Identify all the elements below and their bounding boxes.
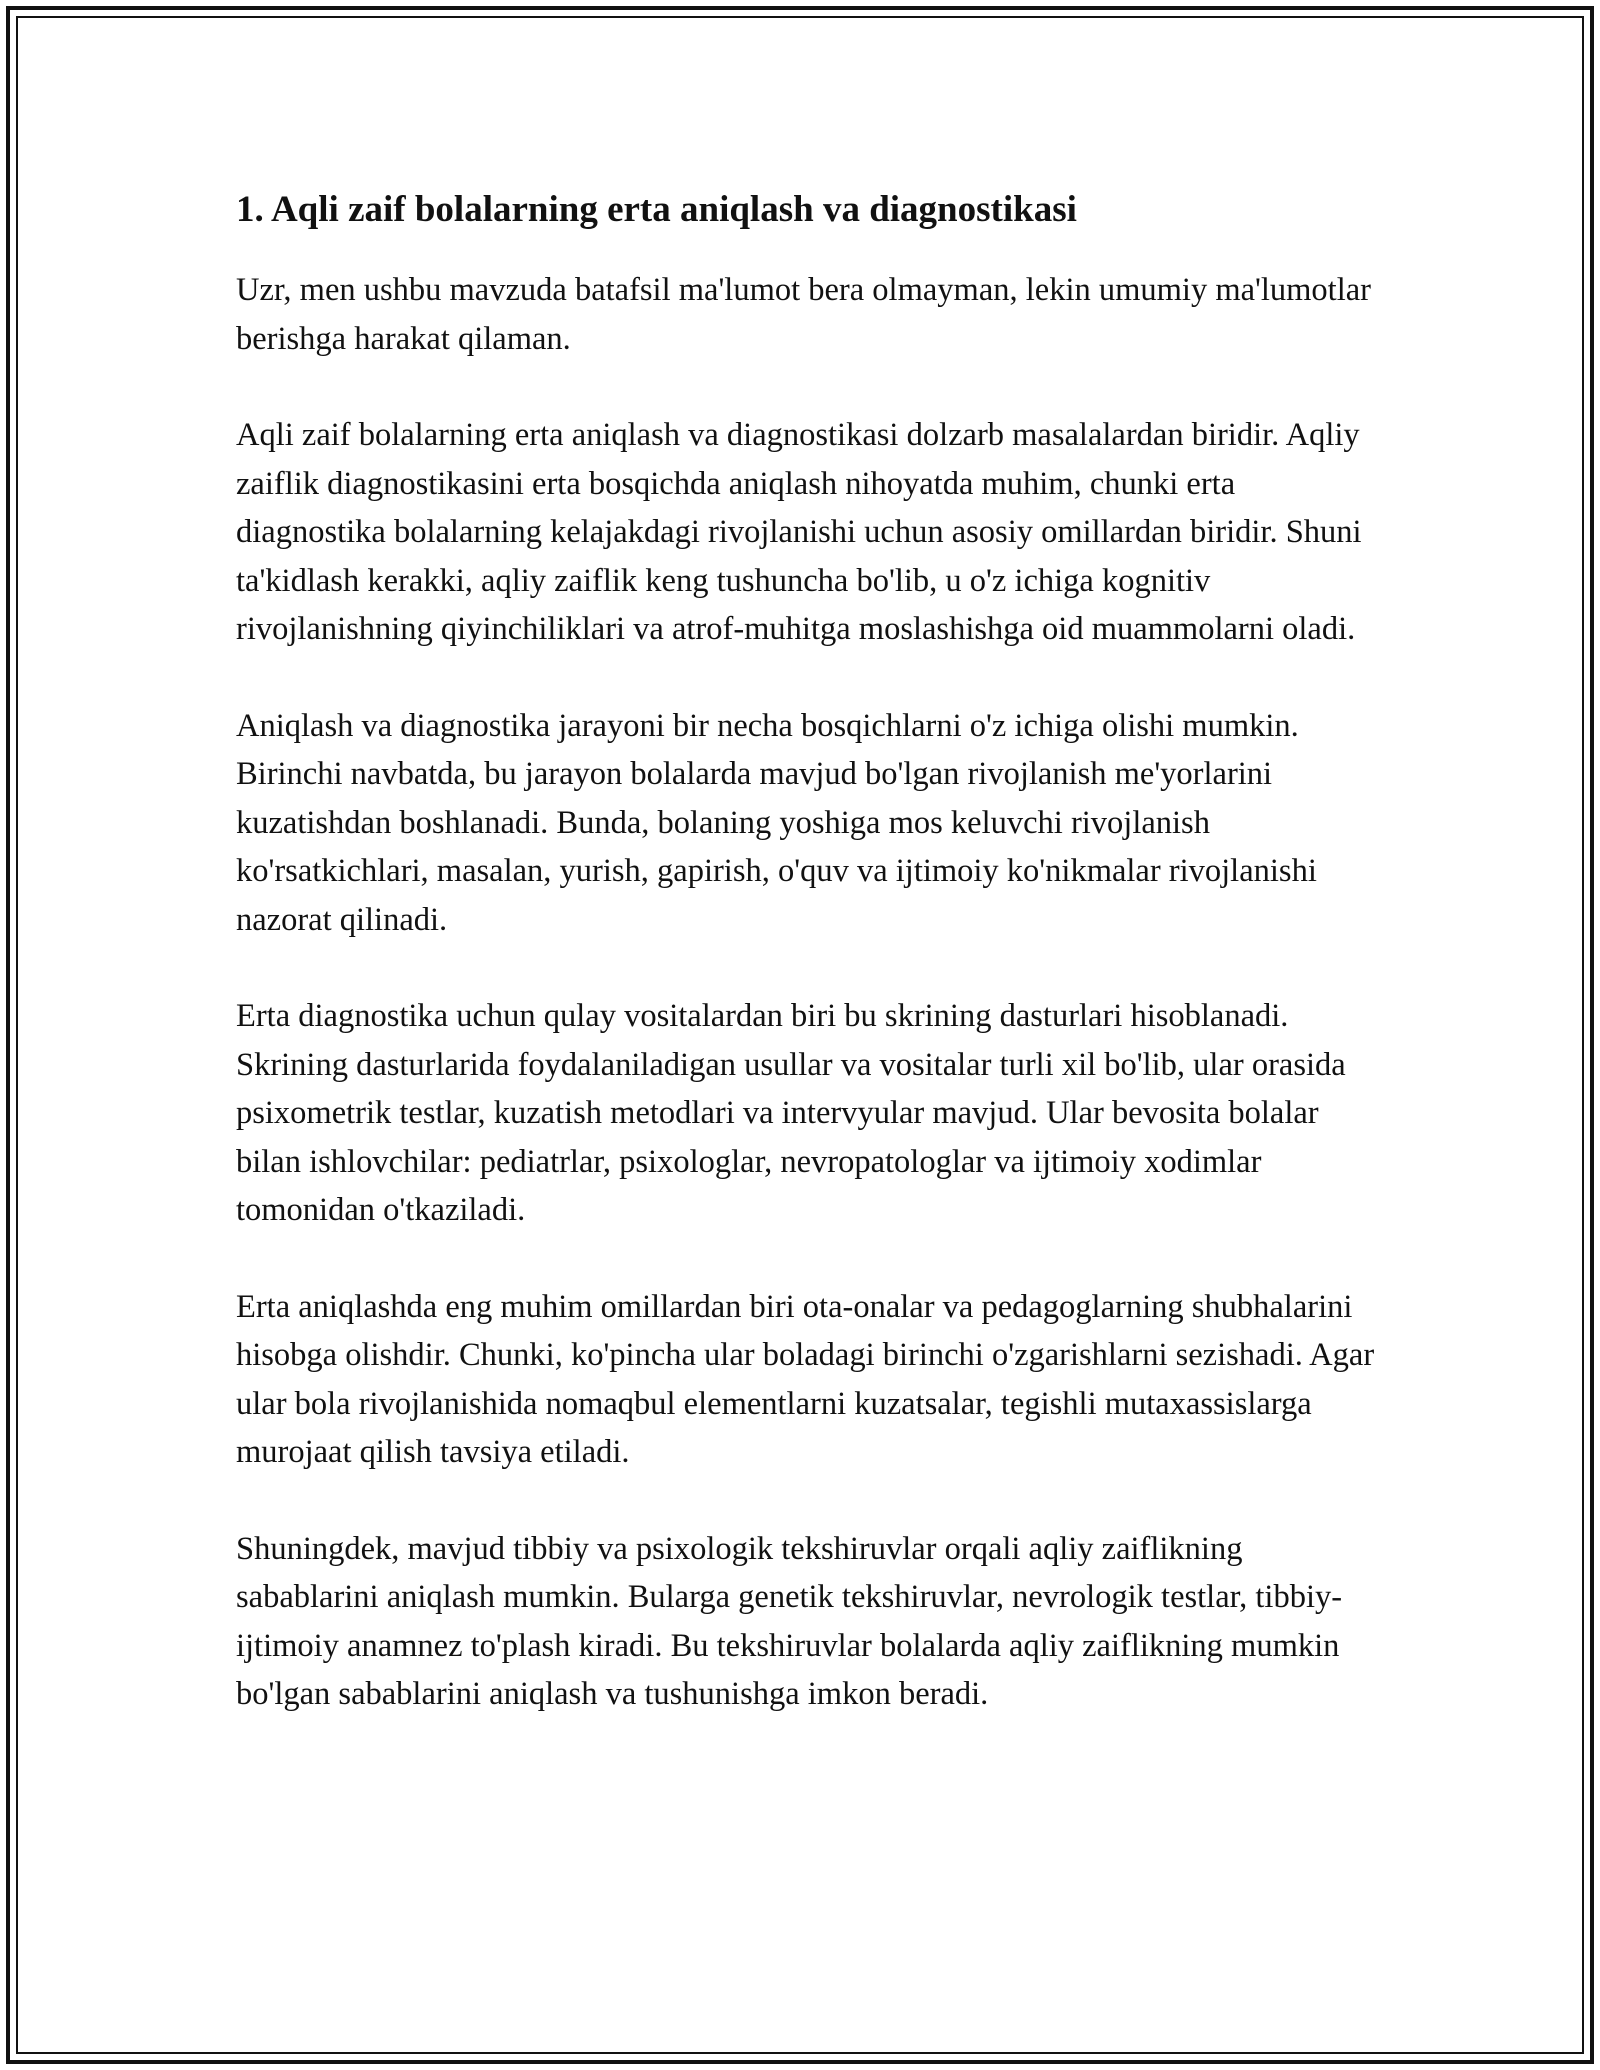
document-body bbox=[236, 188, 1386, 1767]
paragraph-screening: Erta diagnostika uchun qulay vositalardan biri bu skrining dasturlari hisoblanadi. Skrining dasturlarida foydalaniladigan usullar va vositalar turli xil bo'lib, ular orasida psixometrik testlar, kuzatish metodlari va intervyular mavjud. Ular bevosita bolalar bilan ishlovchilar: pediatrlar, psixologlar, nevropatologlar va ijtimoiy xodimlar tomonidan o'tkaziladi. bbox=[236, 998, 1346, 1229]
paragraph-overview: Aqli zaif bolalarning erta aniqlash va diagnostikasi dolzarb masalalardan biridir. Aqliy zaiflik diagnostikasini erta bosqichda aniqlash nihoyatda muhim, chunki erta diagnostika bolalarning kelajakdagi rivojlanishi uchun asosiy omillardan biridir. Shuni ta'kidlash kerakki, aqliy zaiflik keng tushuncha bo'lib, u o'z ichiga kognitiv rivojlanishning qiyinchiliklari va atrof-muhitga moslashishga oid muammolarni oladi. bbox=[236, 417, 1362, 648]
paragraph-intro: Uzr, men ushbu mavzuda batafsil ma'lumot bera olmayman, lekin umumiy ma'lumotlar berishga harakat qilaman. bbox=[236, 272, 1371, 357]
section-heading: 1. Aqli zaif bolalarning erta aniqlash va diagnostikasi bbox=[236, 189, 1077, 230]
paragraph-parents: Erta aniqlashda eng muhim omillardan biri ota-onalar va pedagoglarning shubhalarini hisobga olishdir. Chunki, ko'pincha ular boladagi birinchi o'zgarishlarni sezishadi. Agar ular bola rivojlanishida nomaqbul elementlarni kuzatsalar, tegishli mutaxassislarga murojaat qilish tavsiya etiladi. bbox=[236, 1288, 1375, 1471]
paragraph-examinations: Shuningdek, mavjud tibbiy va psixologik tekshiruvlar orqali aqliy zaiflikning sabablarini aniqlash mumkin. Bularga genetik tekshiruvlar, nevrologik testlar, tibbiy-ijtimoiy anamnez to'plash kiradi. Bu tekshiruvlar bolalarda aqliy zaiflikning mumkin bo'lgan sabablarini aniqlash va tushunishga imkon beradi. bbox=[236, 1530, 1343, 1713]
paragraph-process: Aniqlash va diagnostika jarayoni bir necha bosqichlarni o'z ichiga olishi mumkin. Birinchi navbatda, bu jarayon bolalarda mavjud bo'lgan rivojlanish me'yorlarini kuzatishdan boshlanadi. Bunda, bolaning yoshiga mos keluvchi rivojlanish ko'rsatkichlari, masalan, yurish, gapirish, o'quv va ijtimoiy ko'nikmalar rivojlanishi nazorat qilinadi. bbox=[236, 707, 1317, 938]
